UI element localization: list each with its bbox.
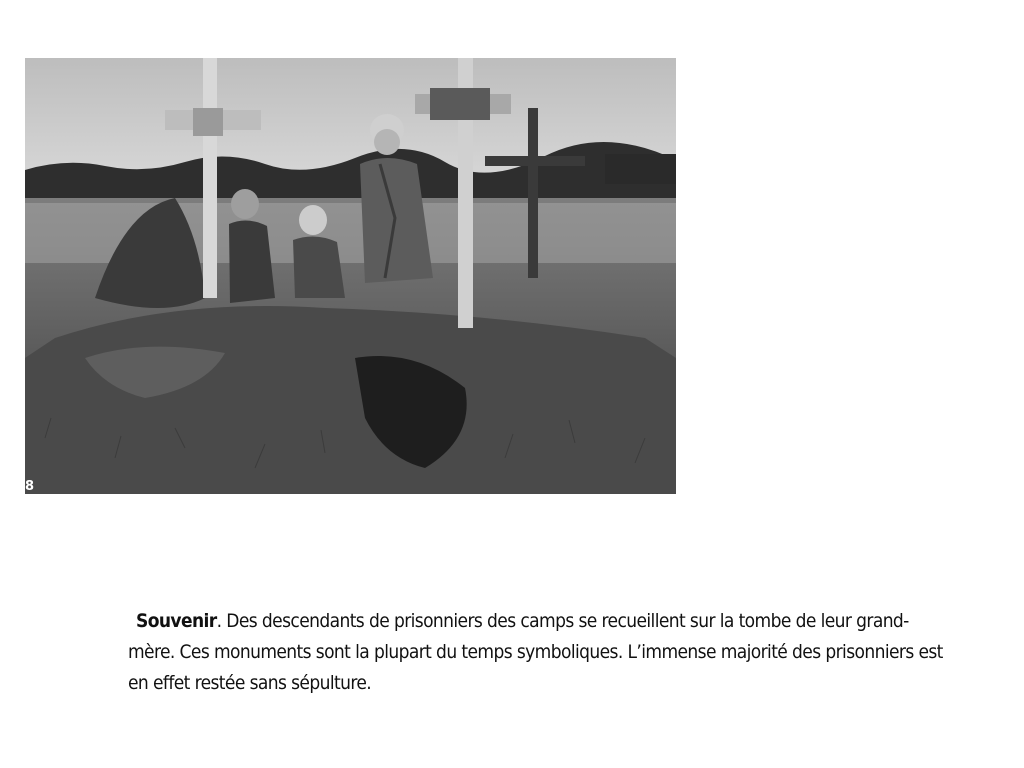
photo-caption <box>128 606 948 699</box>
caption-lead: Souvenir <box>136 610 217 632</box>
caption-body: . Des descendants de prisonniers des camps se recueillent sur la tombe de leur grand-mère. Ces monuments sont la plupart du temps symboliques. L’immense majorité des prisonniers est en effet restée sans sépulture. <box>128 610 943 694</box>
grave-photo-illustration <box>25 58 676 494</box>
historical-photo <box>25 58 676 494</box>
photo-number: 8 <box>25 479 35 494</box>
